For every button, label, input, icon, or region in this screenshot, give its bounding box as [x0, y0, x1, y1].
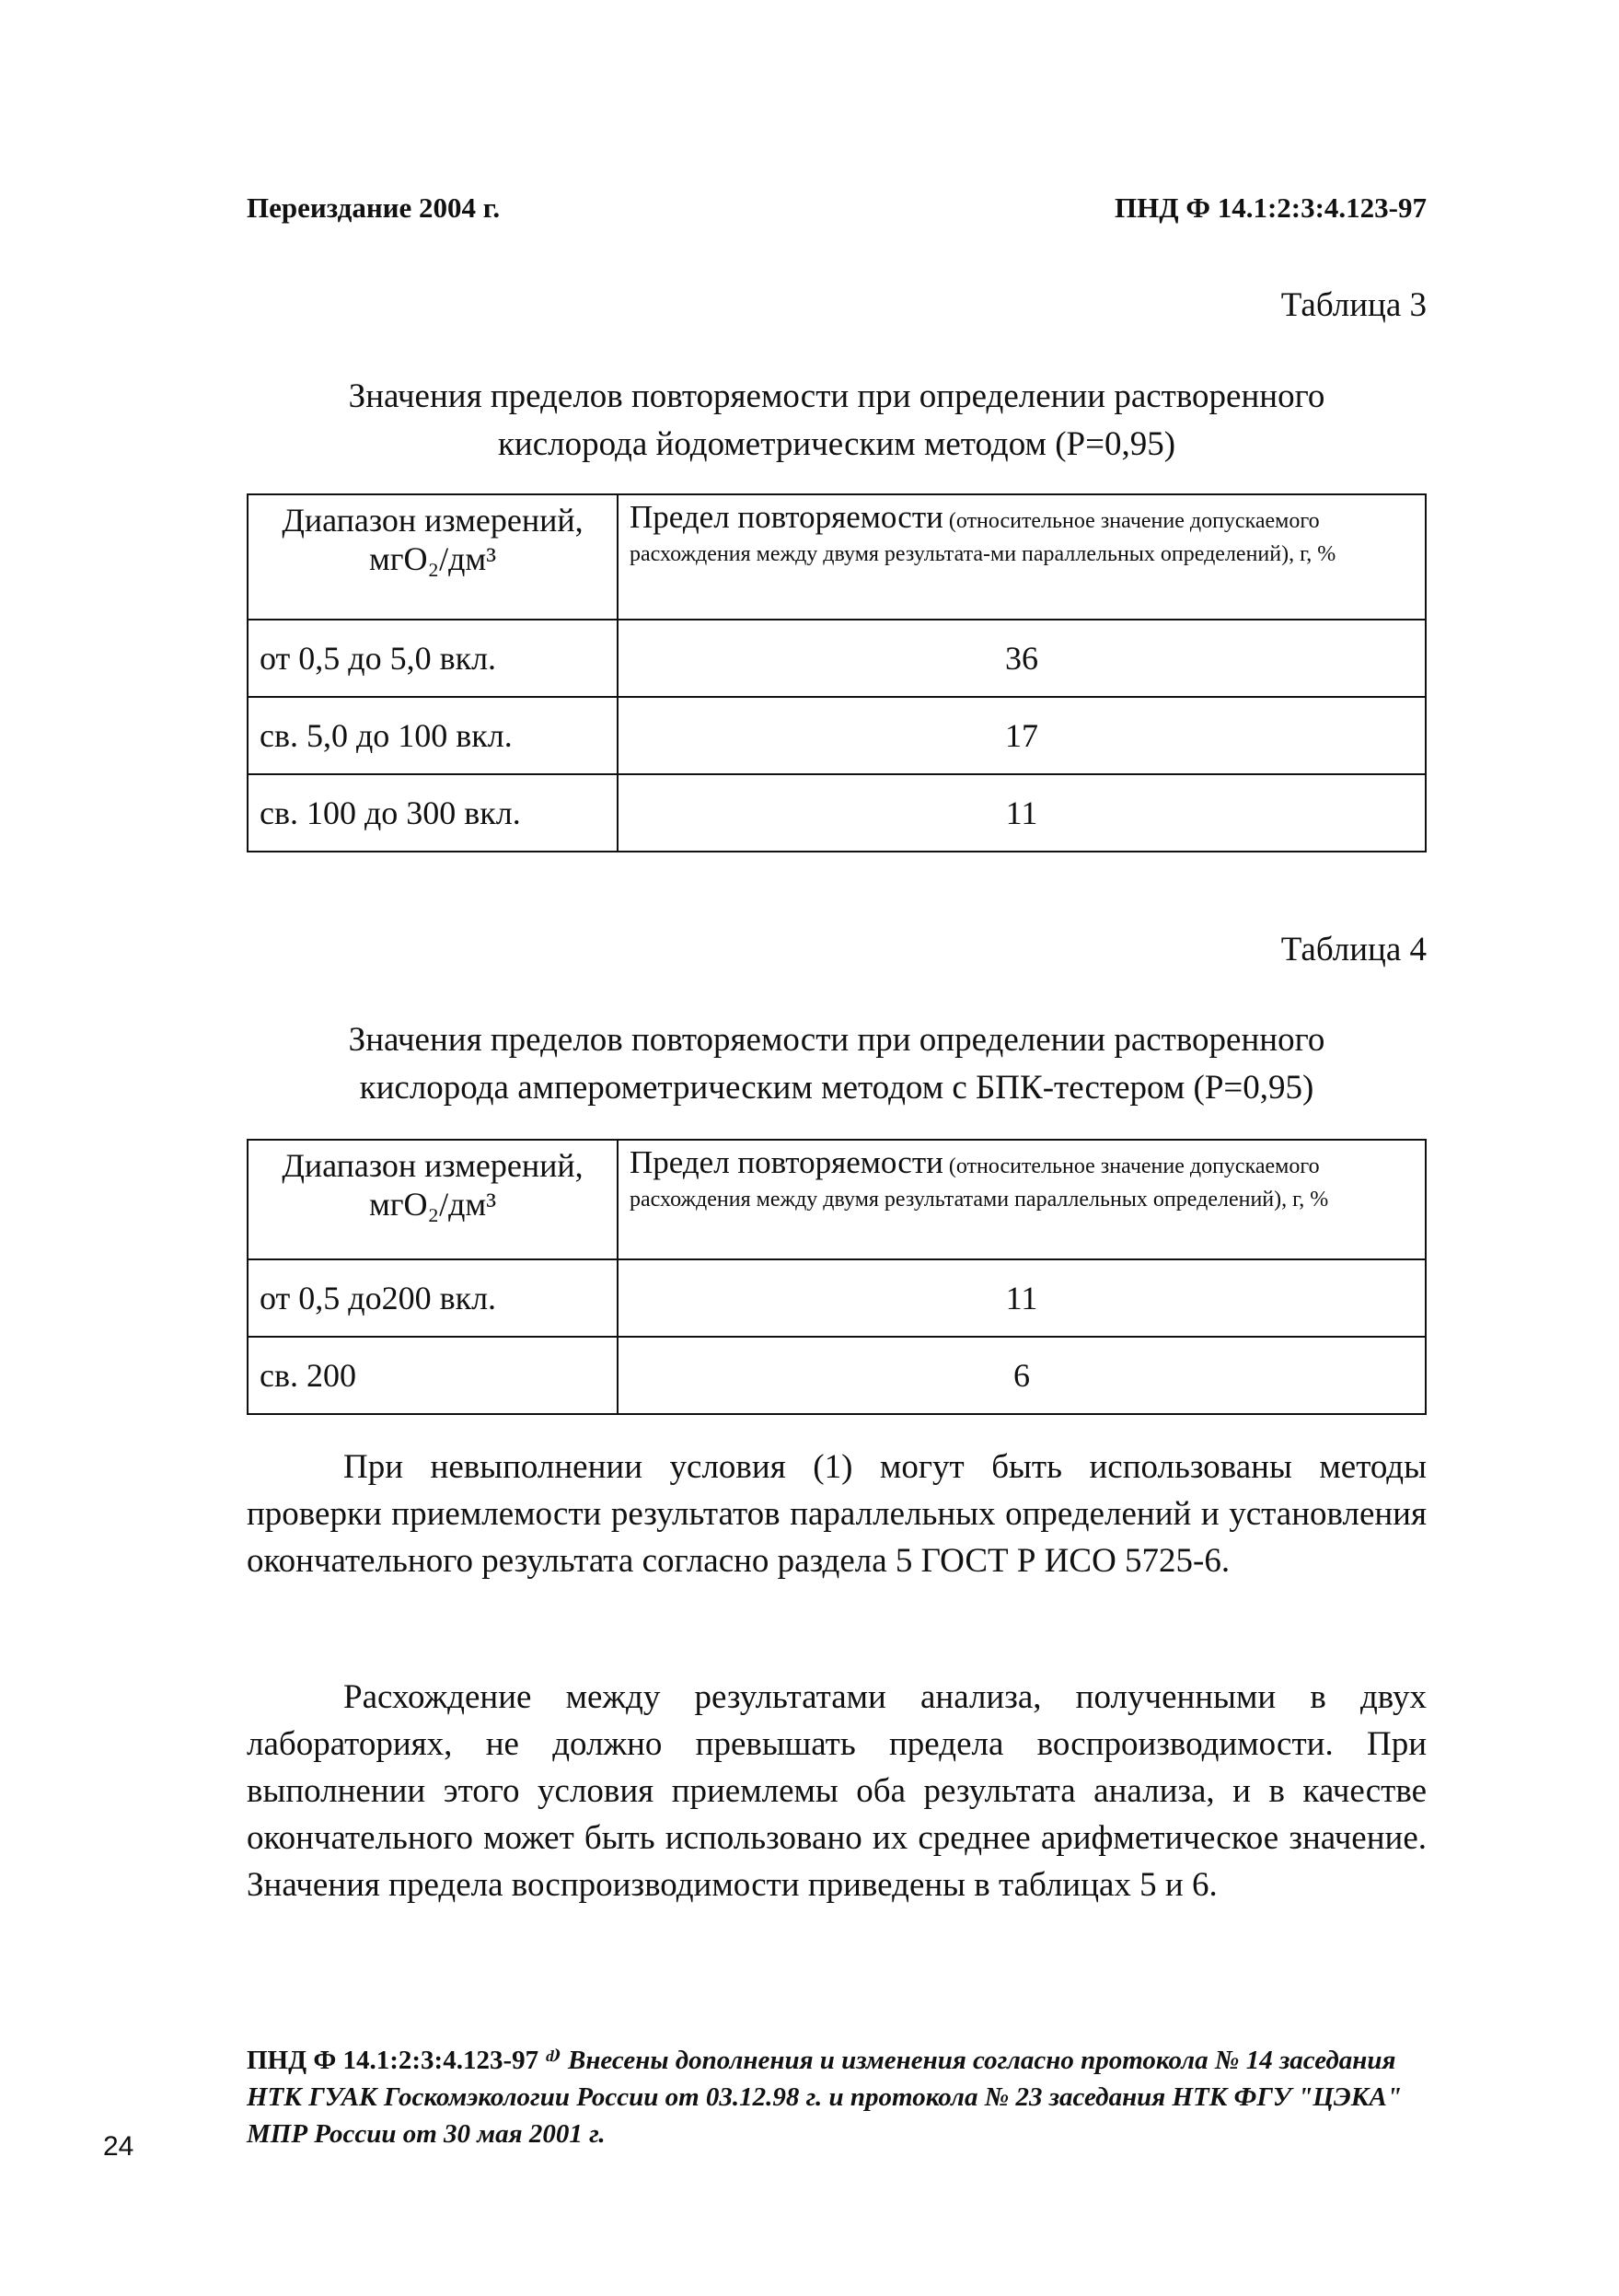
range-cell: от 0,5 до200 вкл.: [248, 1259, 618, 1337]
table-row: [248, 774, 1426, 852]
table4: [247, 1139, 1427, 1415]
value-cell: 36: [618, 620, 1426, 697]
table3-title: [247, 373, 1427, 469]
table4-col1-header: Диапазон измерений, мгО₂/дм³: [248, 1140, 618, 1259]
table-row: [248, 1259, 1426, 1337]
table4-col2-header-lead: Предел повторяемости: [630, 1144, 943, 1180]
paragraph-acceptance: При невыполнении условия (1) могут быть использованы методы проверки приемлемости результатов параллельных определений и установления окончательного результата согласно раздела 5 ГОСТ Р ИСО 5725-6.: [247, 1448, 1427, 1580]
footnote: [247, 2042, 1427, 2152]
value-cell: 6: [618, 1337, 1426, 1414]
table-row: [248, 1337, 1426, 1414]
range-cell: от 0,5 до 5,0 вкл.: [248, 620, 618, 697]
table3-col1-header: Диапазон измерений, мгО₂/дм³: [248, 494, 618, 620]
table3-col2-header: [618, 494, 1426, 620]
table4-title: [247, 1016, 1427, 1112]
range-cell: св. 5,0 до 100 вкл.: [248, 697, 618, 774]
footnote-code: ПНД Ф 14.1:2:3:4.123-97: [247, 2046, 539, 2075]
table3-title-line1: Значения пределов повторяемости при определении растворенного: [348, 377, 1325, 415]
table4-col2-header: [618, 1140, 1426, 1259]
value-cell: 11: [618, 1259, 1426, 1337]
reissue-note: Переиздание 2004 г.: [247, 191, 501, 224]
range-cell: св. 100 до 300 вкл.: [248, 774, 618, 852]
table4-title-line1: Значения пределов повторяемости при определении растворенного: [348, 1021, 1325, 1059]
table3-header-row: [248, 494, 1426, 620]
table4-caption: Таблица 4: [1280, 931, 1427, 968]
table4-title-line2: кислорода амперометрическим методом с БПК-тестером (Р=0,95): [359, 1069, 1314, 1107]
table-row: [248, 697, 1426, 774]
table3-caption: Таблица 3: [1280, 286, 1427, 324]
table3-title-line2: кислорода йодометрическим методом (Р=0,95): [497, 425, 1176, 463]
value-cell: 11: [618, 774, 1426, 852]
table4-col2-header-rest: (относительное значение допускаемого расхождения между двумя результатами параллельных определений), г, %: [630, 1154, 1329, 1212]
range-cell: св. 200: [248, 1337, 618, 1414]
value-cell: 17: [618, 697, 1426, 774]
table3: [247, 493, 1427, 852]
paragraph-reproducibility: Расхождение между результатами анализа, полученными в двух лабораториях, не должно превышать предела воспроизводимости. При выполнении этого условия приемлемы оба результата анализа, и в качестве окончательного может быть использовано их среднее арифметическое значение. Значения предела воспроизводимости приведены в таблицах 5 и 6.: [247, 1678, 1427, 1904]
document-code: ПНД Ф 14.1:2:3:4.123-97: [1115, 191, 1427, 224]
page-number: 24: [103, 2131, 134, 2162]
table-row: [248, 620, 1426, 697]
footnote-text: ᵈ⁾ Внесены дополнения и изменения согласно протокола № 14 заседания НТК ГУАК Госкомэкологии России от 03.12.98 г. и протокола № 23 заседания НТК ФГУ "ЦЭКА" МПР России от 30 мая 2001 г.: [247, 2046, 1402, 2149]
table3-col2-header-rest: (относительное значение допускаемого расхождения между двумя результата-ми параллельных определений), г, %: [630, 509, 1336, 566]
table3-col2-header-lead: Предел повторяемости: [630, 499, 943, 535]
table4-header-row: [248, 1140, 1426, 1259]
